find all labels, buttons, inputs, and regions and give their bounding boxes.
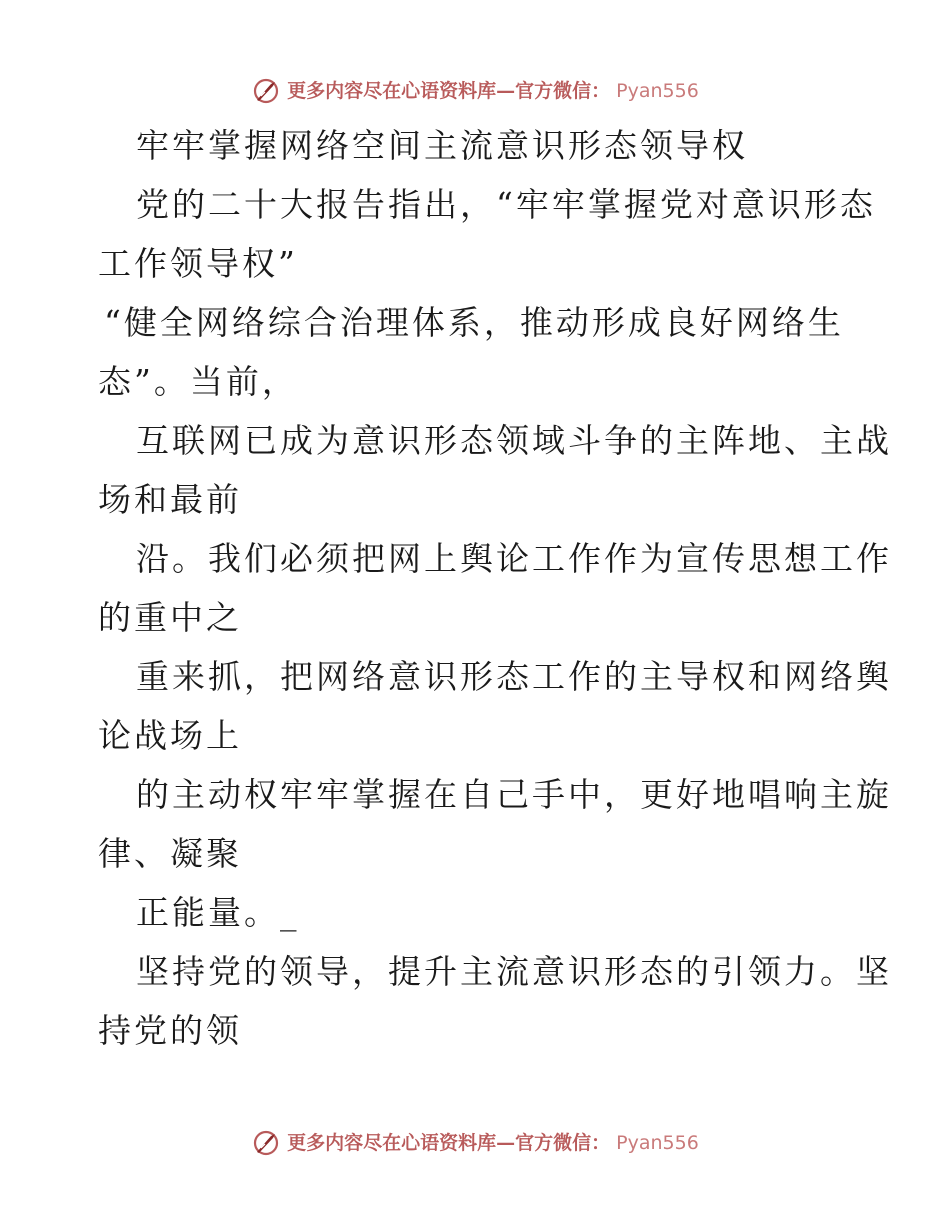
watermark-text: 更多内容尽在心语资料库—官方微信：	[287, 1132, 611, 1154]
paragraph-line: 场和最前	[98, 480, 242, 519]
paragraph-line: 互联网已成为意识形态领域斗争的主阵地、主战	[136, 421, 892, 460]
watermark-wechat-id: Pyan556	[616, 80, 699, 102]
watermark-wechat-id: Pyan556	[616, 1132, 699, 1154]
paragraph-line: 沿。我们必须把网上舆论工作作为宣传思想工作	[136, 539, 892, 578]
header-watermark	[0, 76, 950, 106]
quill-pen-logo-icon	[251, 76, 281, 106]
document-body	[98, 116, 892, 1060]
document-title: 牢牢掌握网络空间主流意识形态领导权	[136, 126, 748, 165]
paragraph-line: 重来抓，把网络意识形态工作的主导权和网络舆	[136, 657, 892, 696]
paragraph-line: 党的二十大报告指出，“牢牢掌握党对意识形态	[136, 185, 876, 224]
paragraph-line: 工作领导权”	[98, 244, 298, 283]
quill-pen-logo-icon	[251, 1128, 281, 1158]
paragraph-line: “健全网络综合治理体系，推动形成良好网络生	[104, 303, 844, 342]
watermark-text: 更多内容尽在心语资料库—官方微信：	[287, 80, 611, 102]
paragraph-line: 正能量。_	[136, 893, 300, 932]
paragraph-line: 持党的领	[98, 1011, 242, 1050]
paragraph-line: 律、凝聚	[98, 834, 242, 873]
paragraph-line: 论战场上	[98, 716, 242, 755]
paragraph-line: 的主动权牢牢掌握在自己手中，更好地唱响主旋	[136, 775, 892, 814]
paragraph-line: 的重中之	[98, 598, 242, 637]
paragraph-line: 坚持党的领导，提升主流意识形态的引领力。坚	[136, 952, 892, 991]
footer-watermark	[0, 1128, 950, 1158]
paragraph-line: 态”。当前，	[98, 362, 298, 401]
